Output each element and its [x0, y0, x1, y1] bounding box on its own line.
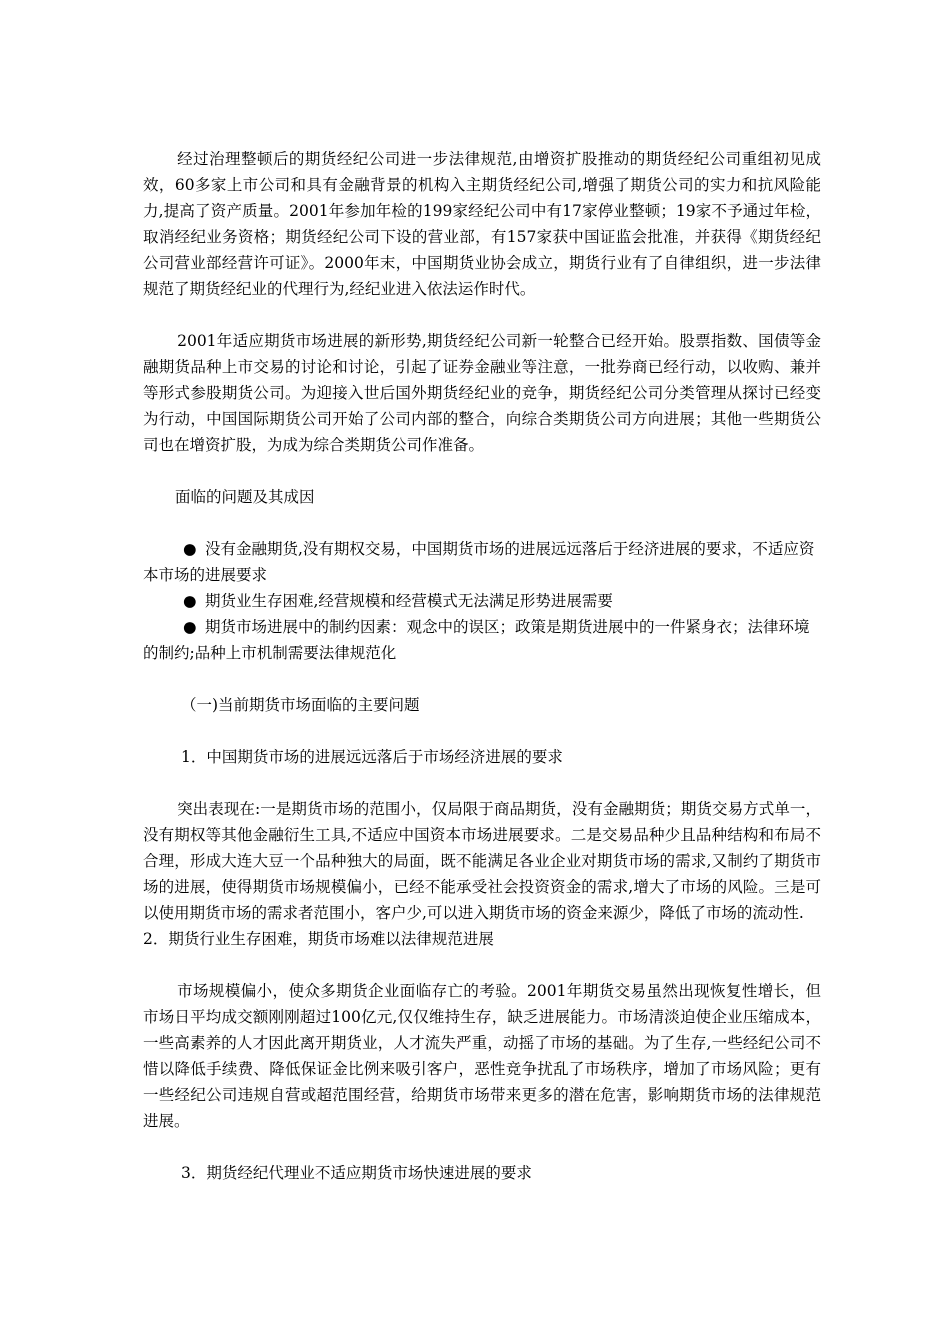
- paragraph-item-2-detail: 市场规模偏小，使众多期货企业面临存亡的考验。2001年期货交易虽然出现恢复性增长，但市场日平均成交额刚刚超过100亿元,仅仅维持生存，缺乏进展能力。市场清淡迫使企业压缩成本，一些高素养的人才因此离开期货业，人才流失严重，动摇了市场的基础。为了生存,一些经纪公司不惜以降低手续费、降低保证金比例来吸引客户，恶性竞争扰乱了市场秩序，增加了市场风险；更有一些经纪公司违规自营或超范围经营，给期货市场带来更多的潜在危害，影响期货市场的法律规范进展。: [143, 982, 821, 1130]
- document-body: [143, 146, 821, 1186]
- bullet-icon: ●: [183, 592, 197, 610]
- heading-item-1: 1．中国期货市场的进展远远落后于市场经济进展的要求: [181, 748, 563, 766]
- paragraph-new-situation: 2001年适应期货市场进展的新形势,期货经纪公司新一轮整合已经开始。股票指数、国债等金融期货品种上市交易的讨论和讨论，引起了证券金融业等注意，一批券商已经行动，以收购、兼并等形式参股期货公司。为迎接入世后国外期货经纪业的竞争，期货经纪公司分类管理从探讨已经变为行动，中国国际期货公司开始了公司内部的整合，向综合类期货公司方向进展；其他一些期货公司也在增资扩股，为成为综合类期货公司作准备。: [143, 332, 821, 454]
- heading-item-2: 2．期货行业生存困难，期货市场难以法律规范进展: [143, 930, 494, 948]
- bullet-item-3: [143, 614, 821, 666]
- heading-item-3: 3．期货经纪代理业不适应期货市场快速进展的要求: [181, 1164, 532, 1182]
- paragraph-reorganization: 经过治理整顿后的期货经纪公司进一步法律规范,由增资扩股推动的期货经纪公司重组初见成效，60多家上市公司和具有金融背景的机构入主期货经纪公司,增强了期货公司的实力和抗风险能力,提高了资产质量。2001年参加年检的199家经纪公司中有17家停业整顿；19家不予通过年检，取消经纪业务资格；期货经纪公司下设的营业部，有157家获中国证监会批准，并获得《期货经纪公司营业部经营许可证》。2000年末，中国期货业协会成立，期货行业有了自律组织，进一步法律规范了期货经纪业的代理行为,经纪业进入依法运作时代。: [143, 150, 821, 298]
- bullet-icon: ●: [183, 540, 197, 558]
- heading-problems: 面临的问题及其成因: [175, 488, 315, 506]
- bullet-text: 期货业生存困难,经营规模和经营模式无法满足形势进展需要: [205, 592, 613, 610]
- bullet-icon: ●: [183, 618, 197, 636]
- bullet-item-2: [143, 588, 821, 614]
- heading-section-1: （一)当前期货市场面临的主要问题: [181, 696, 420, 714]
- bullet-item-1: [143, 536, 821, 588]
- bullet-text: 没有金融期货,没有期权交易，中国期货市场的进展远远落后于经济进展的要求，不适应资本市场的进展要求: [143, 540, 815, 584]
- bullet-text: 期货市场进展中的制约因素：观念中的误区；政策是期货进展中的一件紧身衣；法律环境的制约;品种上市机制需要法律规范化: [143, 618, 810, 662]
- paragraph-item-1-detail: 突出表现在:一是期货市场的范围小，仅局限于商品期货，没有金融期货；期货交易方式单一，没有期权等其他金融衍生工具,不适应中国资本市场进展要求。二是交易品种少且品种结构和布局不合理，形成大连大豆一个品种独大的局面，既不能满足各业企业对期货市场的需求,又制约了期货市场的进展，使得期货市场规模偏小，已经不能承受社会投资资金的需求,增大了市场的风险。三是可以使用期货市场的需求者范围小，客户少,可以进入期货市场的资金来源少，降低了市场的流动性.: [143, 800, 821, 922]
